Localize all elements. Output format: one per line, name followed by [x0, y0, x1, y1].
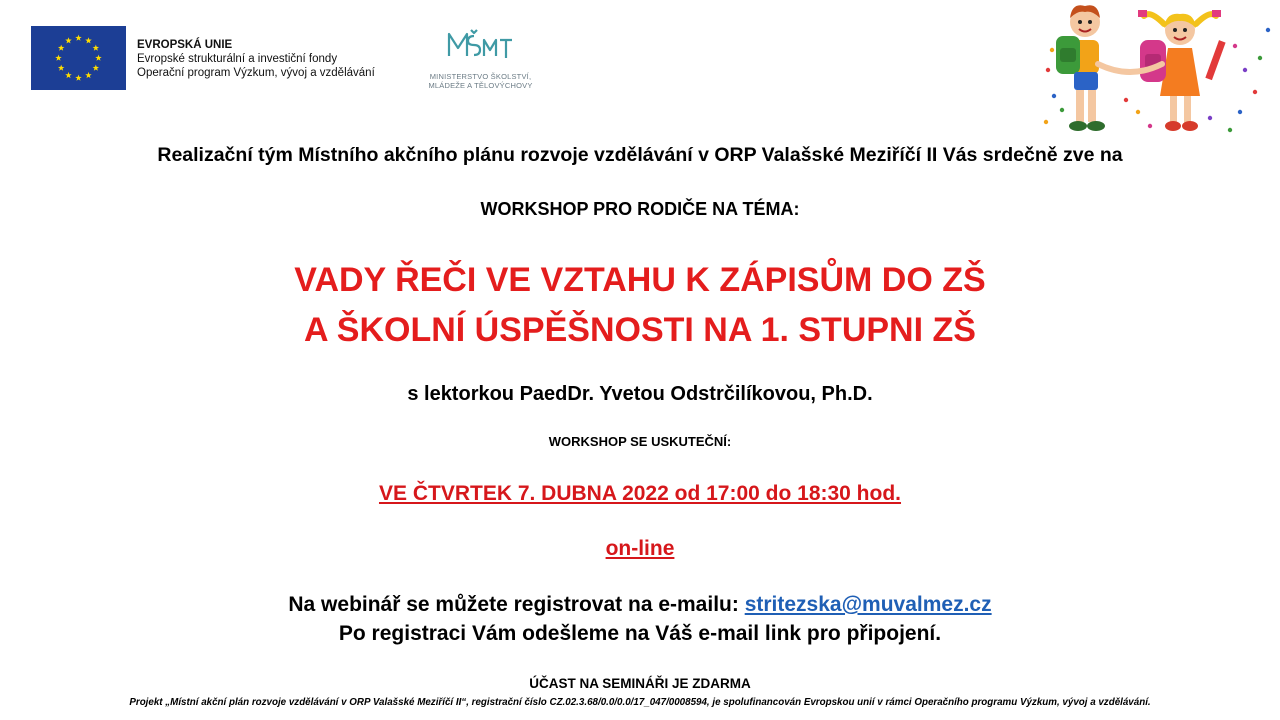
- eu-star: [93, 45, 99, 51]
- eu-label-line2: Evropské strukturální a investiční fondy: [137, 53, 338, 65]
- registration-line2: Po registraci Vám odešleme na Váš e-mail link pro připojení.: [338, 622, 942, 645]
- eu-label-line3: Operační program Výzkum, vývoj a vzdělávání: [137, 67, 375, 79]
- project-footer: Projekt „Místní akční plán rozvoje vzdělávání v ORP Valašské Meziříčí II“, registrační číslo CZ.02.3.68/0.0/0.0/17_047/0008594, je spolufinancován Evropskou unií v rámci Operačního programu Výzkum, vývoj a vzdělávání.: [129, 697, 1151, 708]
- email-link[interactable]: stritezska@muvalmez.cz: [744, 593, 992, 616]
- registration-prefix: Na webinář se můžete registrovat na e-mailu:: [288, 593, 745, 616]
- workshop-title-line2: A ŠKOLNÍ ÚSPĚŠNOSTI NA 1. STUPNI ZŠ: [304, 311, 976, 349]
- confetti-dot: [1044, 120, 1048, 124]
- confetti-dot: [1060, 108, 1064, 112]
- confetti-dot: [1136, 110, 1140, 114]
- confetti-dot: [1266, 28, 1270, 32]
- registration-line1: [0, 590, 1280, 619]
- confetti-dot: [1233, 44, 1237, 48]
- eu-flag-logo: [31, 26, 126, 90]
- eu-star: [95, 55, 101, 61]
- msmt-caption-line2: MLÁDEŽE A TĚLOVÝCHOVY: [428, 81, 533, 90]
- event-date: VE ČTVRTEK 7. DUBNA 2022 od 17:00 do 18:30 hod.: [378, 482, 902, 505]
- confetti-dot: [1148, 124, 1152, 128]
- kids-with-backpacks-icon: [1040, 0, 1275, 140]
- workshop-title: [0, 255, 1280, 355]
- msmt-caption-line1: MINISTERSTVO ŠKOLSTVÍ,: [429, 72, 532, 81]
- free-notice: ÚČAST NA SEMINÁŘI JE ZDARMA: [529, 676, 751, 691]
- eu-star: [93, 65, 99, 71]
- confetti-dot: [1046, 68, 1050, 72]
- workshop-title-line1: VADY ŘEČI VE VZTAHU K ZÁPISŮM DO ZŠ: [294, 261, 986, 299]
- event-format: on-line: [605, 537, 675, 560]
- confetti-dot: [1124, 98, 1128, 102]
- takes-place-label: WORKSHOP SE USKUTEČNÍ:: [548, 434, 732, 449]
- eu-label-line1: EVROPSKÁ UNIE: [137, 39, 233, 51]
- eu-star: [65, 37, 71, 43]
- msmt-caption: [413, 72, 548, 90]
- confetti-dot: [1238, 110, 1242, 114]
- eu-star: [85, 37, 91, 43]
- confetti-dot: [1208, 116, 1212, 120]
- eu-star: [75, 35, 81, 41]
- lecturer-text: s lektorkou PaedDr. Yvetou Odstrčilíkovou, Ph.D.: [407, 383, 873, 405]
- msmt-monogram-icon: [418, 24, 548, 72]
- eu-stars-icon: [31, 26, 126, 90]
- confetti-dot: [1253, 90, 1257, 94]
- invitation-text: Realizační tým Místního akčního plánu rozvoje vzdělávání v ORP Valašské Meziříčí II Vás srdečně zve na: [157, 144, 1123, 166]
- eu-star: [55, 55, 61, 61]
- eu-star: [75, 75, 81, 81]
- eu-star: [58, 45, 64, 51]
- workshop-heading: WORKSHOP PRO RODIČE NA TÉMA:: [480, 199, 800, 219]
- eu-star: [58, 65, 64, 71]
- confetti-dot: [1243, 68, 1247, 72]
- registration-info: [0, 590, 1280, 648]
- eu-label: [137, 38, 375, 80]
- confetti-dot: [1228, 128, 1232, 132]
- confetti-dot: [1052, 94, 1056, 98]
- confetti-dot: [1050, 48, 1054, 52]
- confetti-dot: [1258, 56, 1262, 60]
- eu-star: [65, 72, 71, 78]
- eu-star: [85, 72, 91, 78]
